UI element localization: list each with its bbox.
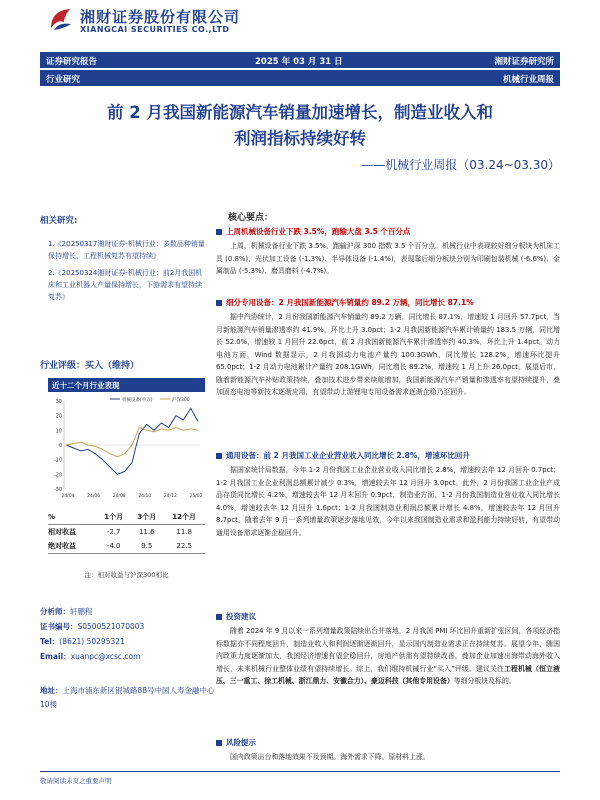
section-body (216, 625, 560, 688)
cert-label: 证书编号： (40, 622, 78, 631)
company-logo-icon (48, 6, 74, 32)
performance-table (48, 510, 205, 554)
section-risk (216, 737, 560, 764)
section-body: 国内政策出台和落地效果不及预期。海外需求下降。原材料上涨。 (230, 753, 430, 761)
report-type: 证券研究报告 (46, 57, 98, 67)
related-research-list (48, 238, 208, 308)
footer-divider (40, 771, 560, 772)
section-market (216, 226, 560, 278)
section-title-text: 上周机械设备行业下跌 3.5%，跑输大盘 3.5 个百分点 (226, 227, 411, 236)
page-title (40, 100, 560, 152)
x-tick-label: 24/06 (87, 494, 101, 499)
address (40, 684, 215, 712)
table-header-cell: % (48, 510, 97, 525)
y-tick-label: 0 (58, 443, 62, 449)
advice-text-end: 等细分板块及标的。 (453, 677, 516, 685)
section-title (216, 226, 560, 237)
tel-label: Tel： (40, 637, 60, 646)
x-tick-label: 24/10 (138, 494, 152, 499)
y-tick-label: 20 (55, 413, 62, 420)
related-item[interactable]: 1.《20250317湘财证券-机械行业：多数品种销量保持增长，工程机械复苏有望持续》 (48, 240, 205, 260)
address-label: 地址： (40, 686, 63, 695)
analyst-name: 轩鹏程 (70, 607, 93, 616)
section-title-text: 投资建议 (226, 612, 256, 621)
table-cell: 11.6 (138, 528, 155, 536)
row-label: 相对收益 (48, 528, 76, 536)
x-tick-label: 24/12 (163, 494, 177, 499)
performance-chart (48, 393, 205, 505)
section-general-equipment (216, 450, 560, 539)
table-cell: 22.5 (163, 539, 205, 554)
header-bar-top (40, 52, 560, 68)
section-investment-advice (216, 611, 560, 688)
section-title (216, 611, 560, 622)
table-cell: -2.7 (106, 528, 121, 536)
section-body: 据中汽协统计，2 月份我国新能源汽车销量约 89.2 万辆，同比增长 87.1%，增速较 1 月回升 57.7pct，当月新能源汽车销量渗透率约 41.9%，环比上升 3.0pct；1-2 月我国新能源汽车累计销量约 183.5 万辆，同比增长 52.0%，增速较 1 月回升 22.6pct，前 2 月我国新能源汽车累计渗透率约 40.3%，环比上升 1.4pct。动力电池方面，Wind 数据显示，2 月我国动力电池产量约 100.3GWh，同比增长 128.2%，增速环比提升 65.0pct；1-2 月动力电池累计产量约 208.1GWh，同比增长 89.2%，增速较 1 月上升 26.0pct。展望后市，随着新能源汽车补贴政策持续，叠加技术进步带来续航增加，我国新能源汽车产销量和渗透率有望持续提升，叠加固态电池等新技术逐渐应用，有望带动上游锂电专用设备需求逐渐企稳乃至回升。 (216, 313, 560, 396)
footer-disclaimer: 敬请阅读末页之重要声明 (40, 777, 112, 785)
table-header-cell: 12个月 (163, 510, 205, 525)
title-line-2: 利润指标持续好转 (234, 129, 366, 148)
section-special-equipment (216, 297, 560, 399)
x-tick-label: 25/02 (189, 494, 203, 499)
bullet-square-icon (216, 453, 222, 459)
series-line (66, 427, 198, 456)
advice-stocks: 工程机械（恒立液压、三一重工、徐工机械、浙江鼎力、安徽合力）、豪迈科技（其他专用设备） (216, 664, 560, 685)
legend-label: 沪深300 (172, 398, 190, 403)
bullet-square-icon (216, 229, 222, 235)
table-row (48, 525, 205, 540)
report-date: 2025 年 03 月 31 日 (255, 57, 343, 67)
y-tick-label: 30 (55, 399, 62, 405)
analyst-info (40, 604, 205, 664)
section-title-text: 细分专用设备：2 月我国新能源汽车销量约 89.2 万辆，同比增长 87.1% (226, 298, 474, 307)
page-subtitle: ——机械行业周报（03.24~03.30） (361, 158, 560, 172)
report-series: 机械行业周报 (502, 75, 554, 85)
table-cell: -4.0 (97, 539, 130, 554)
email-link[interactable]: xuanpc@xcsc.com (70, 652, 141, 661)
row-label: 绝对收益 (48, 539, 97, 554)
report-category: 行业研究 (46, 75, 81, 85)
table-header-cell: 1个月 (97, 510, 130, 525)
x-tick-label: 24/04 (61, 494, 75, 499)
table-header-row (48, 510, 205, 525)
series-line (66, 408, 198, 474)
table-cell: 11.8 (176, 528, 192, 536)
table-cell: 9.5 (130, 539, 163, 554)
title-line-1: 前 2 月我国新能源汽车销量加速增长，制造业收入和 (107, 103, 493, 122)
header-bar-bottom (40, 70, 560, 86)
chart-heading: 近十二个月行业表现 (48, 378, 205, 392)
section-title (216, 297, 560, 308)
core-points-heading: 核心要点： (228, 213, 274, 223)
tel-number: (8621) 50295321 (59, 637, 125, 646)
bullet-square-icon (216, 614, 222, 620)
y-tick-label: -10 (53, 457, 62, 464)
section-body: 据国家统计局数据，今年 1-2 月份我国工业企业营业收入同比增长 2.8%，增速较去年 12 月回升 0.7pct；1-2 月我国工业企业利润总额累计减少 0.3%，增速较去年 12 月回升 3.0pct。此外，2 月份我国工业企业产成品存货同比增长 4.2%，增速较去年 12 月末回升 0.9pct，制造业方面，1-2 月份我国制造业营业收入同比增长 4.0%，增速较去年 12 月回升 1.6pct；1-2 月我国制造业利润总额累计增长 4.8%，增速较去年 12 月回升 8.7pct。随着去年 9 月一系列增量政策逐步落地见效，今年以来我国制造业需求和盈利能力持续好转，有望带动通用设备需求逐渐企稳回升。 (216, 466, 560, 537)
section-body: 上周，机械设备行业下跌 3.5%，跑输沪深 300 指数 3.5 个百分点。机械行业中表现较好细分板块为机床工具 (0.8%)、光伏加工设备 (-1.3%)、半导体设备 (-1.4%)，表现靠后细分板块分别为印刷包装机械 (-6.6%)、金属制品 (-5.3%)、磨具磨料 (-4.7%)。 (216, 242, 560, 275)
section-title (216, 450, 560, 461)
brand-name-cn: 湘财证券股份有限公司 (80, 8, 241, 26)
bullet-square-icon (216, 740, 222, 746)
cert-number: S0500521070003 (77, 622, 145, 631)
bullet-square-icon (216, 300, 222, 306)
section-title-text: 风险提示 (226, 738, 256, 747)
analyst-name-label: 分析师： (40, 607, 70, 616)
section-title (216, 737, 560, 748)
related-item[interactable]: 2.《20250324湘财证券-机械行业：前2月我国机床和工业机器人产量保持增长，下游需求有望持续复苏》 (48, 269, 203, 301)
table-row (48, 539, 205, 554)
legend-label: 机械设备(申万) (122, 398, 153, 403)
y-tick-label: -30 (53, 487, 62, 493)
x-tick-label: 24/08 (112, 494, 126, 499)
advice-text: 随着 2024 年 9 月以来一系列增量政策陆续出台并落地，2 月我国 PMI 环比回升重新扩张区间，各项经济指标数据亦不同程度回升，制造业收入和利润逐渐逐渐回升，显示国内制造业需求正在持续复苏。展望今年，随国内政策力度逐渐加大，我国经济增速有望企稳回升，房地产供需有望持续改善，叠加企业加速出海带动海外收入增长，未来机械行业整体业绩有望持续增长。综上，我们维持机械行业“买入”评级。建议关注 (216, 627, 560, 673)
section-title-text: 通用设备：前 2 月我国工业企业营业收入同比增长 2.8%，增速环比回升 (226, 451, 470, 460)
y-tick-label: 10 (55, 428, 62, 435)
brand-name-en: XIANGCAI SECURITIES CO.,LTD (80, 25, 230, 34)
industry-rating: 行业评级：买入（维持） (40, 361, 140, 371)
address-text: 上海市浦东新区银城路88号中国人寿金融中心10楼 (40, 686, 215, 709)
table-note: 注：相对收益与沪深300相比 (84, 571, 169, 579)
related-research-heading: 相关研究: (40, 216, 78, 226)
table-header-cell: 3个月 (130, 510, 163, 525)
institute: 湘财证券研究所 (494, 57, 554, 67)
email-label: Email： (40, 652, 71, 661)
y-tick-label: -20 (53, 472, 62, 479)
